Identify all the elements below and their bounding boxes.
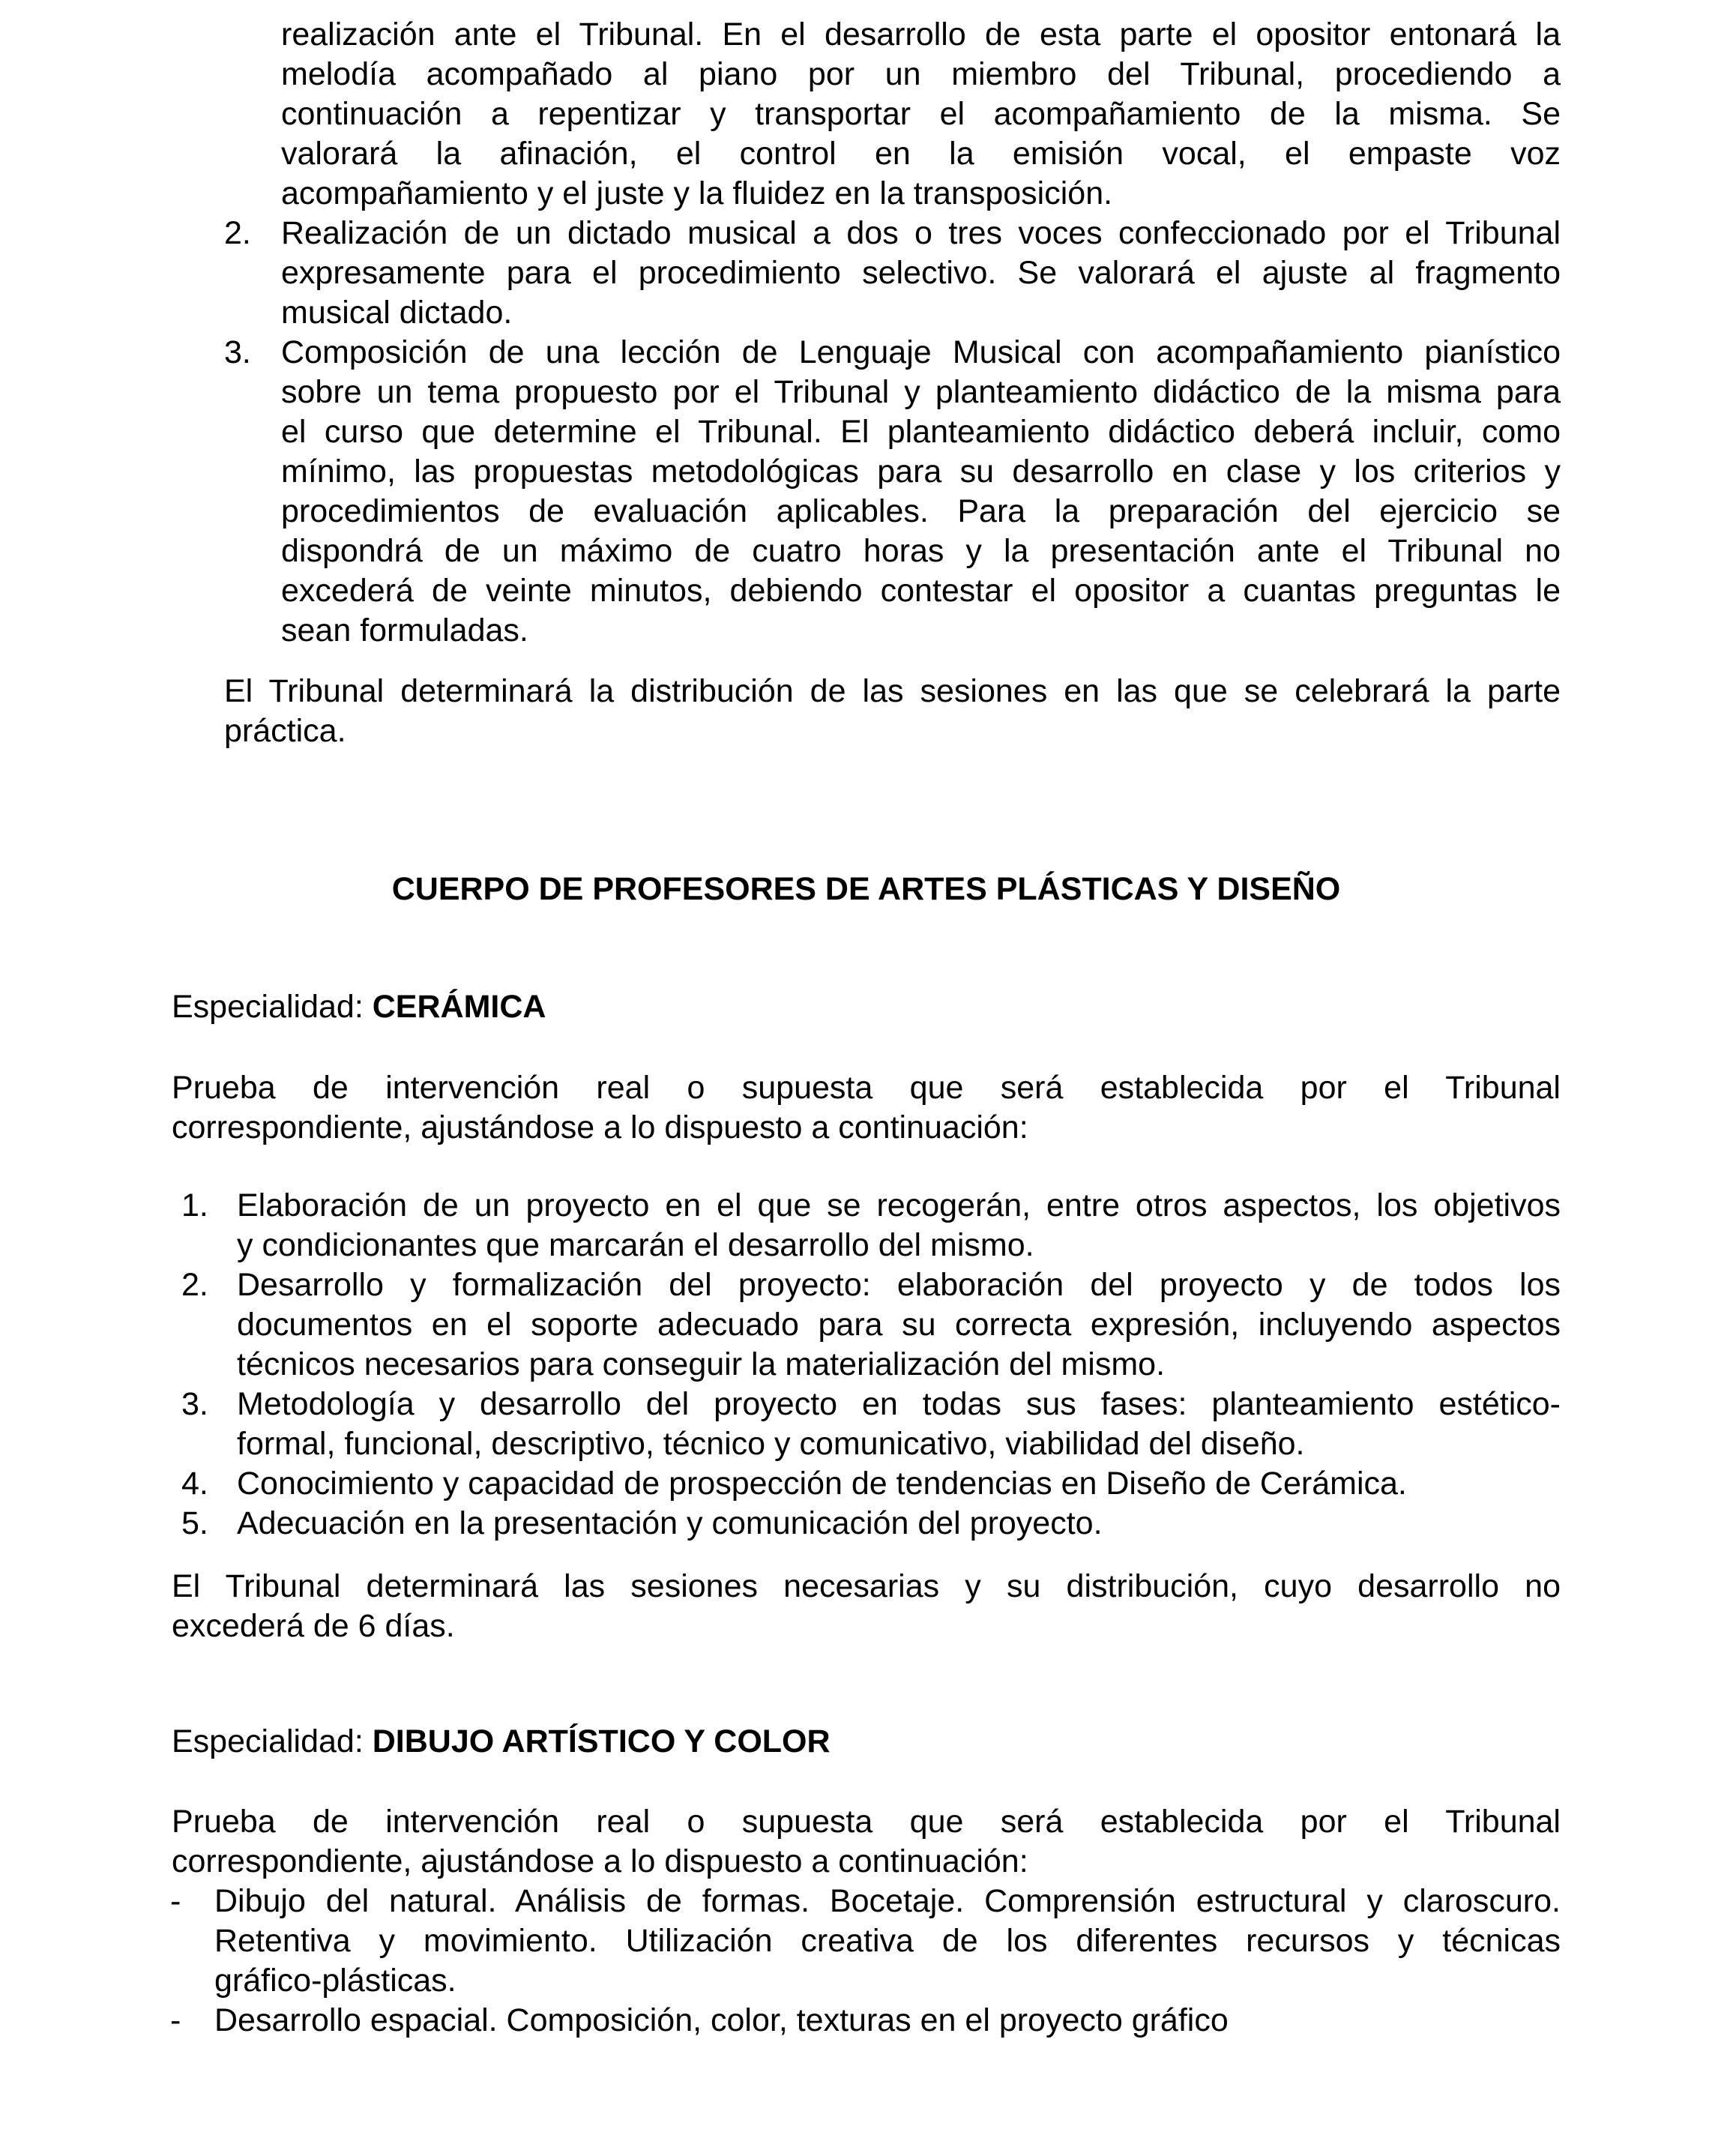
list-item-line: mínimo, las propuestas metodológicas para su desarrollo en clase y los criterios y — [281, 454, 1561, 490]
list-item-line: formal, funcional, descriptivo, técnico y comunicativo, viabilidad del diseño. — [237, 1426, 1305, 1462]
ceramica-item-2 — [237, 1265, 1561, 1385]
ceramica-item-3 — [237, 1385, 1561, 1464]
list-item-line: Realización de un dictado musical a dos o tres voces confeccionado por el Tribunal — [281, 215, 1561, 251]
list-item-line: Desarrollo espacial. Composición, color, texturas en el proyecto gráfico — [214, 2002, 1229, 2038]
music-item-2 — [281, 214, 1561, 333]
list-item-line: dispondrá de un máximo de cuatro horas y la presentación ante el Tribunal no — [281, 533, 1561, 569]
list-item-line: Retentiva y movimiento. Utilización creativa de los diferentes recursos y técnicas — [214, 1923, 1561, 1959]
list-item-line: técnicos necesarios para conseguir la materialización del mismo. — [237, 1346, 1166, 1382]
ceramica-item-5 — [237, 1504, 1561, 1544]
list-item-line: Adecuación en la presentación y comunicación del proyecto. — [237, 1505, 1103, 1541]
section-heading: CUERPO DE PROFESORES DE ARTES PLÁSTICAS Y DISEÑO — [391, 871, 1341, 907]
list-item-line: y condicionantes que marcarán el desarrollo del mismo. — [237, 1227, 1034, 1263]
dibujo-item-2 — [214, 2001, 1561, 2041]
list-marker: 4. — [181, 1466, 208, 1502]
paragraph-line: melodía acompañado al piano por un miembro del Tribunal, procediendo a — [281, 56, 1561, 92]
list-item-line: el curso que determine el Tribunal. El planteamiento didáctico deberá incluir, como — [281, 414, 1561, 450]
list-item-line: Metodología y desarrollo del proyecto en todas sus fases: planteamiento estético- — [237, 1386, 1561, 1422]
list-item-line: Elaboración de un proyecto en el que se recogerán, entre otros aspectos, los objetivos — [237, 1187, 1561, 1223]
paragraph-line: correspondiente, ajustándose a lo dispuesto a continuación: — [172, 1843, 1028, 1879]
music-item-1-continuation — [281, 15, 1561, 214]
dibujo-intro-paragraph — [172, 1802, 1561, 1882]
list-item-line: Desarrollo y formalización del proyecto: elaboración del proyecto y de todos los — [237, 1267, 1561, 1303]
ceramica-item-1 — [237, 1186, 1561, 1265]
list-item-line: Conocimiento y capacidad de prospección de tendencias en Diseño de Cerámica. — [237, 1466, 1407, 1502]
list-marker: 3. — [181, 1386, 208, 1422]
paragraph-line: práctica. — [224, 713, 346, 749]
specialty-label: Especialidad: — [172, 989, 373, 1025]
paragraph-line: acompañamiento y el juste y la fluidez en la transposición. — [281, 175, 1113, 211]
list-marker: 2. — [224, 215, 251, 251]
music-item-3 — [281, 333, 1561, 651]
list-item-line: sobre un tema propuesto por el Tribunal y planteamiento didáctico de la misma para — [281, 374, 1561, 410]
list-item-line: sean formuladas. — [281, 612, 528, 648]
paragraph-line: realización ante el Tribunal. En el desarrollo de esta parte el opositor entonará la — [281, 16, 1561, 52]
list-item-line: musical dictado. — [281, 295, 513, 331]
ceramica-item-4 — [237, 1464, 1561, 1504]
list-marker: 2. — [181, 1267, 208, 1303]
paragraph-line: El Tribunal determinará las sesiones necesarias y su distribución, cuyo desarrollo no — [172, 1568, 1561, 1604]
paragraph-line: Prueba de intervención real o supuesta que será establecida por el Tribunal — [172, 1804, 1561, 1840]
list-item-line: procedimientos de evaluación aplicables. Para la preparación del ejercicio se — [281, 493, 1561, 529]
list-item-line: gráfico-plásticas. — [214, 1963, 456, 1999]
ceramica-intro-paragraph — [172, 1068, 1561, 1148]
dash-bullet: - — [170, 1883, 181, 1919]
specialty-label: Especialidad: — [172, 1723, 373, 1759]
list-marker: 3. — [224, 334, 251, 370]
list-item-line: Dibujo del natural. Análisis de formas. Bocetaje. Comprensión estructural y claroscuro. — [214, 1883, 1561, 1919]
paragraph-line: continuación a repentizar y transportar el acompañamiento de la misma. Se — [281, 96, 1561, 132]
specialty-name: DIBUJO ARTÍSTICO Y COLOR — [372, 1723, 831, 1759]
paragraph-line: valorará la afinación, el control en la emisión vocal, el empaste voz — [281, 136, 1561, 172]
ceramica-closing-paragraph — [172, 1567, 1561, 1646]
paragraph-line: excederá de 6 días. — [172, 1608, 455, 1644]
list-item-line: expresamente para el procedimiento selectivo. Se valorará el ajuste al fragmento — [281, 255, 1561, 291]
list-item-line: documentos en el soporte adecuado para su correcta expresión, incluyendo aspectos — [237, 1307, 1561, 1343]
dash-bullet: - — [170, 2002, 181, 2038]
dibujo-item-1 — [214, 1882, 1561, 2001]
specialty-title-ceramica — [172, 987, 546, 1027]
paragraph-line: El Tribunal determinará la distribución de las sesiones en las que se celebrará la parte — [224, 673, 1561, 709]
specialty-title-dibujo — [172, 1722, 831, 1762]
list-marker: 5. — [181, 1505, 208, 1541]
list-item-line: excederá de veinte minutos, debiendo contestar el opositor a cuantas preguntas le — [281, 573, 1561, 609]
list-item-line: Composición de una lección de Lenguaje Musical con acompañamiento pianístico — [281, 334, 1561, 370]
specialty-name: CERÁMICA — [372, 989, 546, 1025]
music-closing-paragraph — [224, 672, 1561, 751]
paragraph-line: Prueba de intervención real o supuesta que será establecida por el Tribunal — [172, 1070, 1561, 1106]
paragraph-line: correspondiente, ajustándose a lo dispuesto a continuación: — [172, 1109, 1028, 1145]
list-marker: 1. — [181, 1187, 208, 1223]
